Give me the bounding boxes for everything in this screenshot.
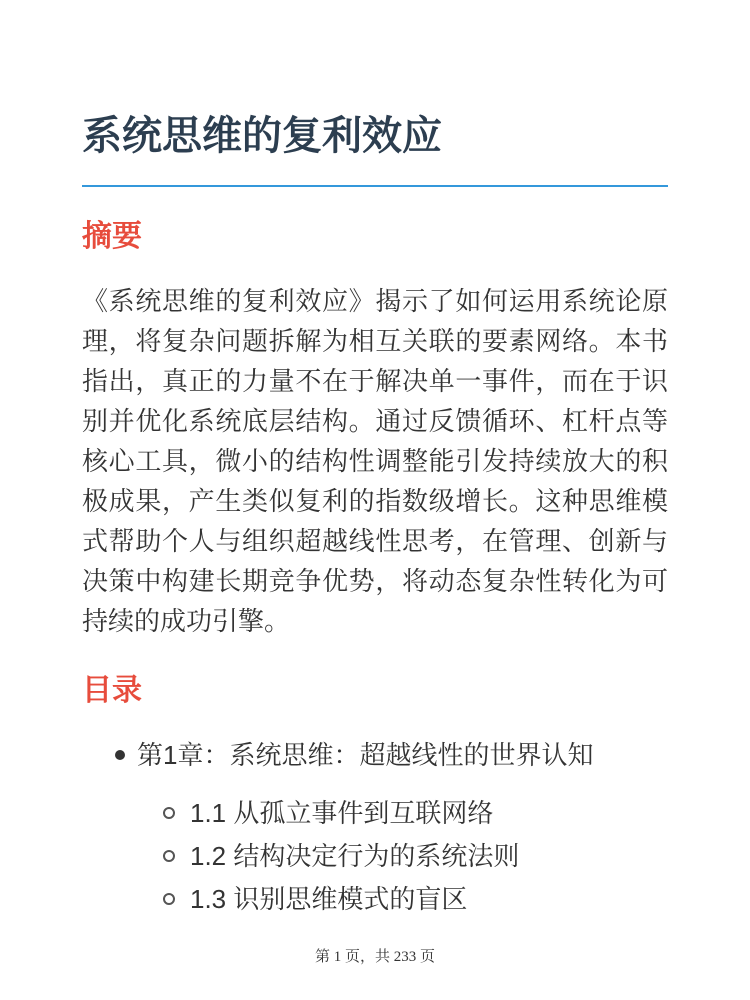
disc-bullet-icon — [115, 750, 125, 760]
toc-chapter-title: 第1章：系统思维：超越线性的世界认知 — [137, 740, 594, 770]
toc-section-item — [137, 793, 668, 833]
abstract-paragraph: 《系统思维的复利效应》揭示了如何运用系统论原理，将复杂问题拆解为相互关联的要素网络。本书指出，真正的力量不在于解决单一事件，而在于识别并优化系统底层结构。通过反馈循环、杠杆点等核心工具，微小的结构性调整能引发持续放大的积极成果，产生类似复利的指数级增长。这种思维模式帮助个人与组织超越线性思考，在管理、创新与决策中构建长期竞争优势，将动态复杂性转化为可持续的成功引擎。 — [82, 286, 668, 636]
toc-section-title: 1.3 识别思维模式的盲区 — [190, 884, 468, 914]
toc-list — [82, 735, 668, 919]
toc-section-item — [137, 836, 668, 876]
toc-heading: 目录 — [82, 674, 142, 707]
circle-bullet-icon — [163, 807, 175, 819]
toc-section-list — [137, 793, 668, 919]
toc-section-item — [137, 879, 668, 919]
toc-chapter-item — [82, 735, 668, 919]
abstract-heading: 摘要 — [82, 220, 142, 253]
page-footer: 第 1 页，共 233 页 — [314, 949, 435, 965]
circle-bullet-icon — [163, 850, 175, 862]
page-title: 系统思维的复利效应 — [82, 0, 668, 187]
circle-bullet-icon — [163, 893, 175, 905]
page-content — [82, 0, 668, 919]
toc-section-title: 1.2 结构决定行为的系统法则 — [190, 841, 520, 871]
toc-section-title: 1.1 从孤立事件到互联网络 — [190, 798, 494, 828]
